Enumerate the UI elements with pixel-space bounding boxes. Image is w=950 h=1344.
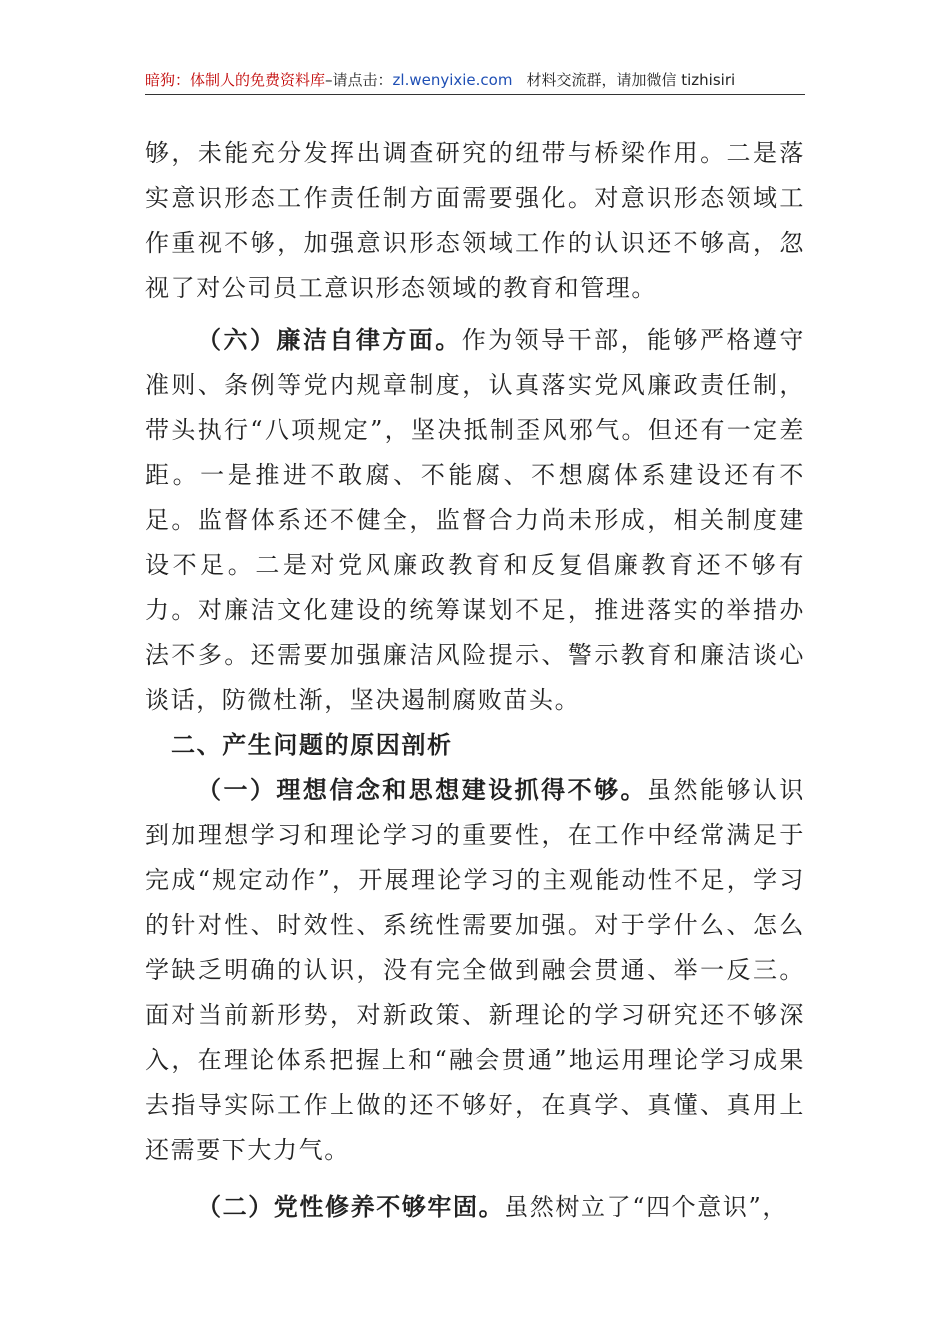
paragraph-party-spirit-lead: （二）党性修养不够牢固。 bbox=[197, 1193, 505, 1221]
paragraph-party-spirit-text: 虽然树立了“四个意识”， bbox=[504, 1193, 788, 1221]
paragraph-integrity bbox=[145, 318, 805, 723]
paragraph-continuation: 够，未能充分发挥出调查研究的纽带与桥梁作用。二是落实意识形态工作责任制方面需要强化。对意识形态领域工作重视不够，加强意识形态领域工作的认识还不够高，忽视了对公司员工意识形态领域的教育和管理。 bbox=[145, 139, 805, 302]
header-click-prompt: –请点击： bbox=[325, 71, 393, 89]
document-body bbox=[145, 131, 805, 1230]
paragraph-party-spirit bbox=[145, 1185, 805, 1230]
paragraph-ideals-text: 虽然能够认识到加理想学习和理论学习的重要性，在工作中经常满足于完成“规定动作”，开展理论学习的主观能动性不足，学习的针对性、时效性、系统性需要加强。对于学什么、怎么学缺乏明确的认识，没有完全做到融会贯通、举一反三。面对当前新形势，对新政策、新理论的学习研究还不够深入，在理论体系把握上和“融会贯通”地运用理论学习成果去指导实际工作上做的还不够好，在真学、真懂、真用上还需要下大力气。 bbox=[145, 776, 805, 1164]
header-url-link[interactable]: zl.wenyixie.com bbox=[392, 71, 513, 89]
paragraph-ideals bbox=[145, 768, 805, 1173]
paragraph-ideals-lead: （一）理想信念和思想建设抓得不够。 bbox=[197, 776, 648, 804]
section-heading-causes: 二、产生问题的原因剖析 bbox=[171, 731, 453, 759]
paragraph-integrity-text: 作为领导干部，能够严格遵守准则、条例等党内规章制度，认真落实党风廉政责任制，带头执行“八项规定”，坚决抵制歪风邪气。但还有一定差距。一是推进不敢腐、不能腐、不想腐体系建设还有不足。监督体系还不健全，监督合力尚未形成，相关制度建设不足。二是对党风廉政教育和反复倡廉教育还不够有力。对廉洁文化建设的统筹谋划不足，推进落实的举措办法不多。还需要加强廉洁风险提示、警示教育和廉洁谈心谈话，防微杜渐，坚决遏制腐败苗头。 bbox=[145, 326, 805, 714]
page-header bbox=[145, 66, 805, 95]
paragraph-integrity-lead: （六）廉洁自律方面。 bbox=[197, 326, 462, 354]
header-site-name: 暗狗：体制人的免费资料库 bbox=[145, 71, 326, 89]
header-contact: 材料交流群，请加微信 tizhisiri bbox=[526, 71, 736, 89]
